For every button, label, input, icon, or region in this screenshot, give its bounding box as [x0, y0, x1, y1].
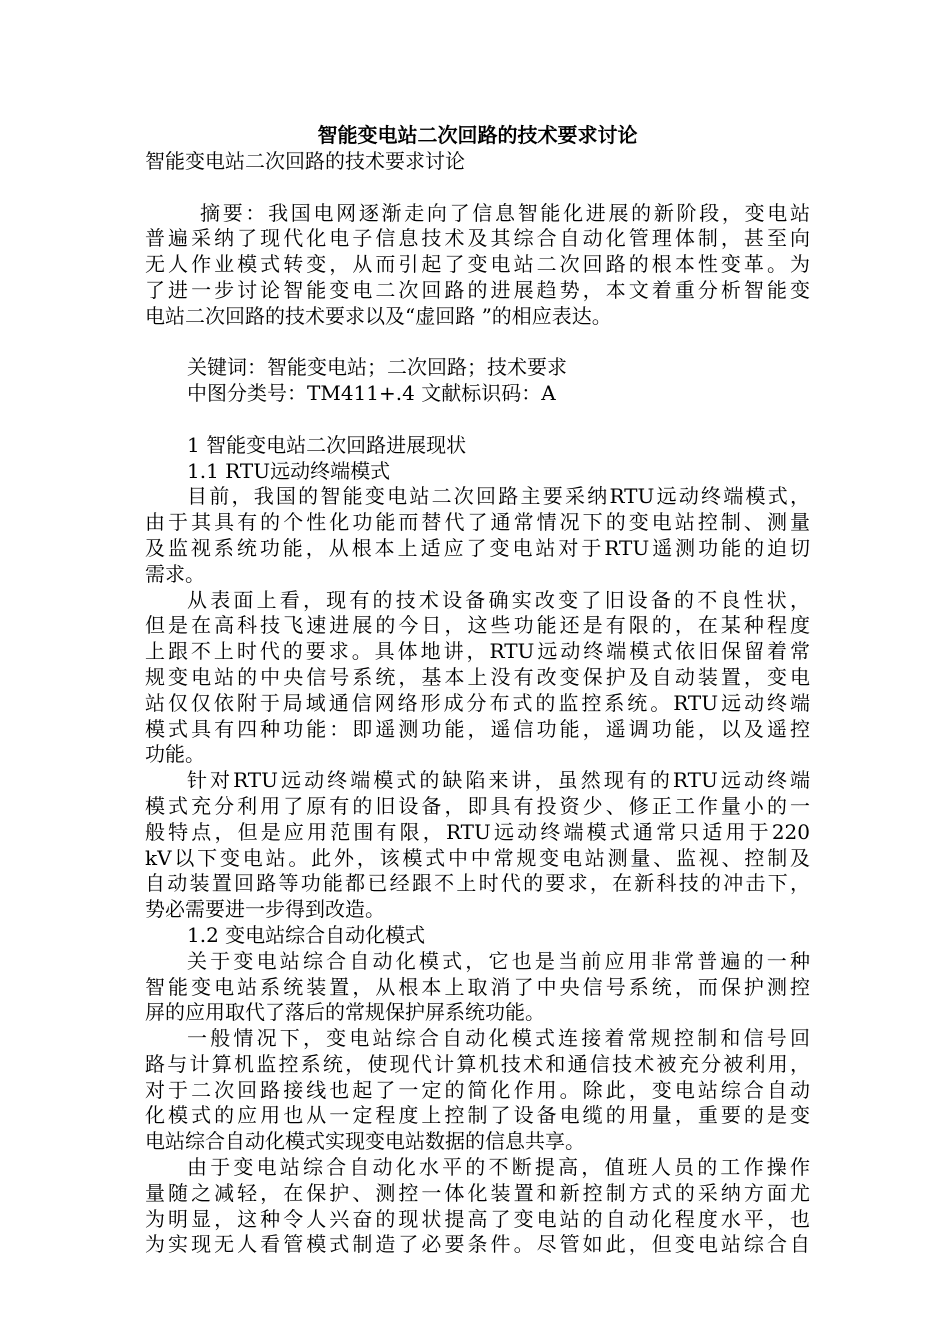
paragraph-line: 般特点，但是应用范围有限，RTU远动终端模式通常只适用于220 — [145, 819, 810, 844]
paragraph-line: 化模式的应用也从一定程度上控制了设备电缆的用量，重要的是变 — [145, 1103, 810, 1128]
document-title: 智能变电站二次回路的技术要求讨论 — [317, 123, 638, 147]
abstract-line: 了进一步讨论智能变电二次回路的进展趋势，本文着重分析智能变 — [145, 277, 810, 302]
paragraph-line: 站仅仅依附于局域通信网络形成分布式的监控系统。RTU远动终端 — [145, 690, 810, 715]
abstract-line: 电站二次回路的技术要求以及“虚回路 ”的相应表达。 — [145, 303, 612, 328]
section-heading: 1 智能变电站二次回路进展现状 — [187, 432, 467, 457]
paragraph-line: 及监视系统功能，从根本上适应了变电站对于RTU遥测功能的迫切 — [145, 535, 810, 560]
paragraph-line: 针对RTU远动终端模式的缺陷来讲，虽然现有的RTU远动终端 — [187, 768, 810, 793]
paragraph-line: 由于变电站综合自动化水平的不断提高，值班人员的工作操作 — [187, 1155, 810, 1180]
paragraph-line: 对于二次回路接线也起了一定的简化作用。除此，变电站综合自动 — [145, 1077, 810, 1102]
paragraph-line: 功能。 — [145, 742, 205, 767]
body-paragraph — [145, 1155, 810, 1258]
paragraph-line: 从表面上看，现有的技术设备确实改变了旧设备的不良性状， — [187, 587, 810, 612]
subsection-heading: 1.2 变电站综合自动化模式 — [187, 922, 426, 947]
paragraph-line: 电站综合自动化模式实现变电站数据的信息共享。 — [145, 1129, 585, 1154]
document-subtitle: 智能变电站二次回路的技术要求讨论 — [145, 149, 465, 173]
spacer — [145, 175, 810, 201]
abstract-paragraph — [145, 201, 810, 330]
paragraph-line: 路与计算机监控系统，使现代计算机技术和通信技术被充分被利用， — [145, 1051, 810, 1076]
paragraph-line: 为实现无人看管模式制造了必要条件。尽管如此，但变电站综合自 — [145, 1232, 810, 1257]
keywords-line: 关键词：智能变电站；二次回路；技术要求 — [187, 355, 567, 380]
paragraph-line: 势必需要进一步得到改造。 — [145, 897, 385, 922]
body-paragraph — [145, 588, 810, 769]
subsection-heading: 1.1 RTU远动终端模式 — [187, 458, 391, 483]
paragraph-line: 规变电站的中央信号系统，基本上没有改变保护及自动装置，变电 — [145, 664, 810, 689]
paragraph-line: 量随之减轻，在保护、测控一体化装置和新控制方式的采纳方面尤 — [145, 1180, 810, 1205]
paragraph-line: 屏的应用取代了落后的常规保护屏系统功能。 — [145, 1000, 545, 1025]
paragraph-line: 目前，我国的智能变电站二次回路主要采纳RTU远动终端模式， — [187, 484, 810, 509]
document-page — [145, 121, 810, 1258]
body-paragraph — [145, 949, 810, 1026]
paragraph-line: 模式充分利用了原有的旧设备，即具有投资少、修正工作量小的一 — [145, 793, 810, 818]
paragraph-line: 模式具有四种功能：即遥测功能，遥信功能，遥调功能，以及遥控 — [145, 716, 810, 741]
paragraph-line: kV以下变电站。此外，该模式中中常规变电站测量、监视、控制及 — [145, 845, 810, 870]
paragraph-line: 智能变电站系统装置，从根本上取消了中央信号系统，而保护测控 — [145, 974, 810, 999]
body-paragraph — [145, 768, 810, 923]
paragraph-line: 需求。 — [145, 561, 205, 586]
abstract-line: 普遍采纳了现代化电子信息技术及其综合自动化管理体制，甚至向 — [145, 226, 810, 251]
abstract-line: 无人作业模式转变，从而引起了变电站二次回路的根本性变革。为 — [145, 252, 810, 277]
paragraph-line: 自动装置回路等功能都已经跟不上时代的要求，在新科技的冲击下， — [145, 871, 810, 896]
paragraph-line: 但是在高科技飞速进展的今日，这些功能还是有限的，在某种程度 — [145, 613, 810, 638]
spacer — [145, 407, 810, 433]
paragraph-line: 上跟不上时代的要求。具体地讲，RTU远动终端模式依旧保留着常 — [145, 639, 810, 664]
body-paragraph — [145, 1026, 810, 1155]
paragraph-line: 由于其具有的个性化功能而替代了通常情况下的变电站控制、测量 — [145, 510, 810, 535]
paragraph-line: 为明显，这种令人兴奋的现状提高了变电站的自动化程度水平，也 — [145, 1206, 810, 1231]
body-paragraph — [145, 484, 810, 587]
abstract-line: 摘要：我国电网逐渐走向了信息智能化进展的新阶段，变电站 — [200, 200, 810, 225]
classification-line: 中图分类号：TM411+.4 文献标识码：A — [187, 381, 556, 406]
paragraph-line: 一般情况下，变电站综合自动化模式连接着常规控制和信号回 — [187, 1026, 810, 1051]
paragraph-line: 关于变电站综合自动化模式，它也是当前应用非常普遍的一种 — [187, 948, 810, 973]
spacer — [145, 330, 810, 356]
